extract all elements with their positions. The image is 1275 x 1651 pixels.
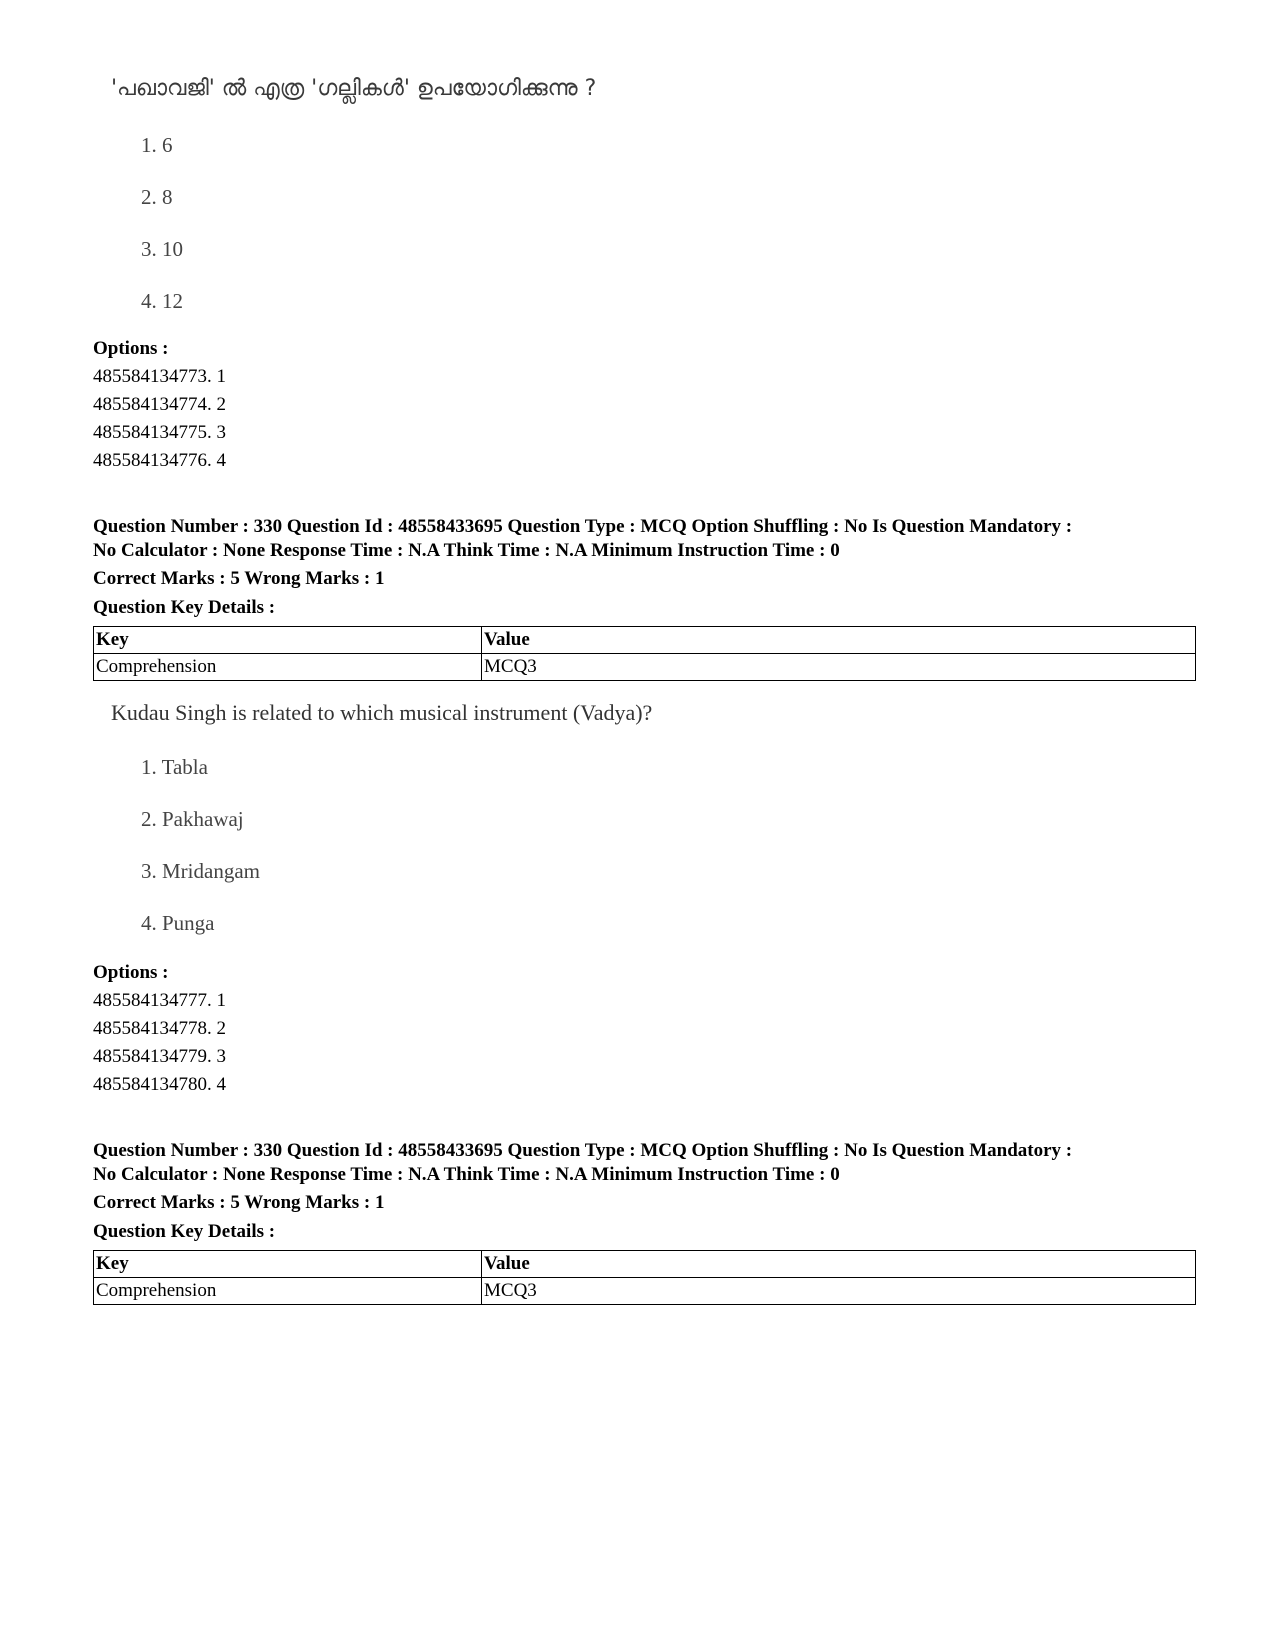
- choice-2: 2. Pakhawaj: [141, 807, 244, 831]
- table-header-row: [94, 1251, 1196, 1278]
- question-text-malayalam: 'പഖാവജി' ൽ എത്ര 'ഗല്ലികൾ' ഉപയോഗിക്കുന്നു ?: [111, 76, 597, 101]
- choice-1: 1. 6: [141, 133, 173, 157]
- meta-line-1: Question Number : 330 Question Id : 48558433695 Question Type : MCQ Option Shuffling : No Is Question Mandatory :: [93, 516, 1073, 537]
- cell-key: Comprehension: [94, 654, 482, 681]
- header-value: Value: [482, 627, 1196, 654]
- choice-4: 4. Punga: [141, 911, 215, 935]
- marks-line: Correct Marks : 5 Wrong Marks : 1: [93, 568, 385, 589]
- header-key: Key: [94, 627, 482, 654]
- option-id-1: 485584134777. 1: [93, 990, 226, 1011]
- choice-4: 4. 12: [141, 289, 183, 313]
- key-details-label: Question Key Details :: [93, 1221, 276, 1242]
- option-id-4: 485584134780. 4: [93, 1074, 226, 1095]
- cell-value: MCQ3: [482, 654, 1196, 681]
- options-label: Options :: [93, 338, 169, 359]
- option-id-3: 485584134775. 3: [93, 422, 226, 443]
- meta-line-2: No Calculator : None Response Time : N.A Think Time : N.A Minimum Instruction Time : 0: [93, 1164, 840, 1185]
- choice-2: 2. 8: [141, 185, 173, 209]
- table-header-row: [94, 627, 1196, 654]
- question-meta: [93, 1139, 1203, 1187]
- cell-value: MCQ3: [482, 1278, 1196, 1305]
- option-id-4: 485584134776. 4: [93, 450, 226, 471]
- table-row: [94, 654, 1196, 681]
- key-details-label: Question Key Details :: [93, 597, 276, 618]
- marks-line: Correct Marks : 5 Wrong Marks : 1: [93, 1192, 385, 1213]
- choice-3: 3. 10: [141, 237, 183, 261]
- option-id-2: 485584134774. 2: [93, 394, 226, 415]
- header-value: Value: [482, 1251, 1196, 1278]
- cell-key: Comprehension: [94, 1278, 482, 1305]
- meta-line-1: Question Number : 330 Question Id : 48558433695 Question Type : MCQ Option Shuffling : No Is Question Mandatory :: [93, 1140, 1073, 1161]
- table-row: [94, 1278, 1196, 1305]
- options-label: Options :: [93, 962, 169, 983]
- question-meta: [93, 515, 1203, 563]
- choice-1: 1. Tabla: [141, 755, 208, 779]
- header-key: Key: [94, 1251, 482, 1278]
- key-value-table: [93, 626, 1196, 681]
- meta-line-2: No Calculator : None Response Time : N.A Think Time : N.A Minimum Instruction Time : 0: [93, 540, 840, 561]
- option-id-3: 485584134779. 3: [93, 1046, 226, 1067]
- option-id-1: 485584134773. 1: [93, 366, 226, 387]
- choice-3: 3. Mridangam: [141, 859, 260, 883]
- key-value-table: [93, 1250, 1196, 1305]
- option-id-2: 485584134778. 2: [93, 1018, 226, 1039]
- question-text-english: Kudau Singh is related to which musical instrument (Vadya)?: [111, 700, 653, 725]
